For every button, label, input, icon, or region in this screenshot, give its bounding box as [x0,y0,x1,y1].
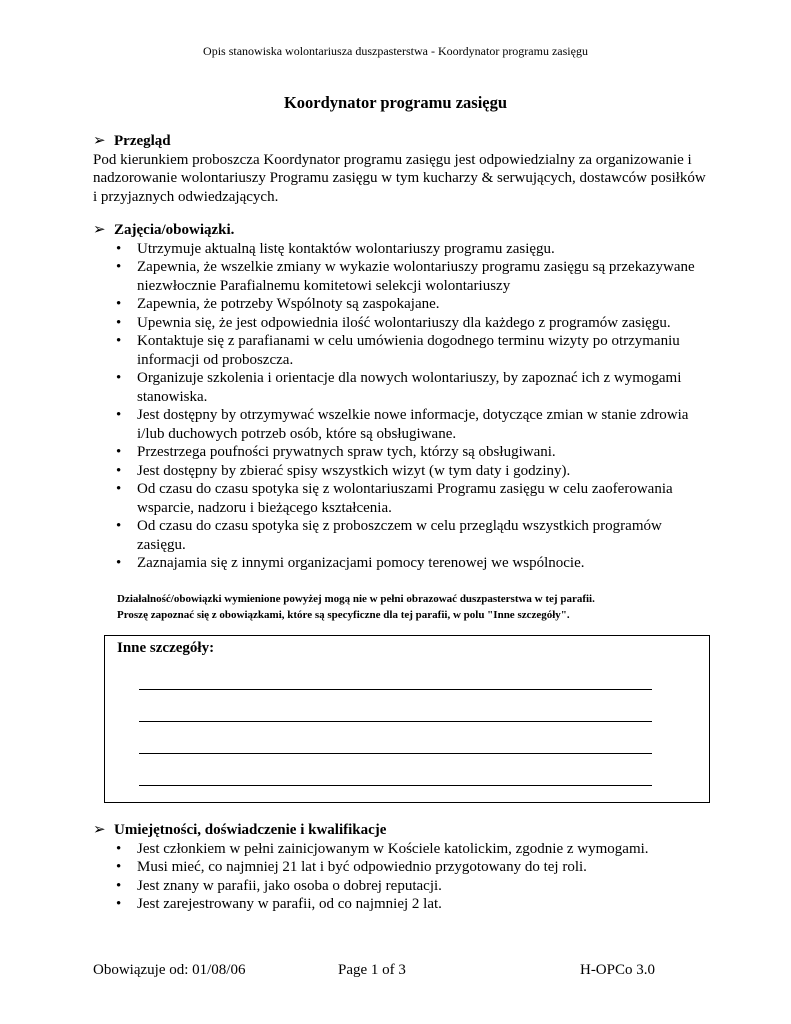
bullet-icon: • [116,370,122,386]
list-item [116,332,713,369]
list-item [116,369,713,406]
list-item [116,406,713,443]
overview-heading-label: Przegląd [114,133,171,149]
overview-heading [93,132,713,151]
list-item [116,443,713,462]
duties-heading-label: Zajęcia/obowiązki. [114,222,235,238]
list-item [116,314,713,333]
list-item [116,895,713,914]
list-item-text: Zapewnia, że wszelkie zmiany w wykazie wolontariuszy programu zasięgu są przekazywane niezwłocznie Parafialnemu komitetowi selekcji wolontariuszy [137,259,695,294]
skills-heading [93,821,713,840]
overview-section [93,132,713,206]
duties-section [93,221,713,573]
bullet-icon: • [116,444,122,460]
arrow-bullet-icon: ➢ [93,222,106,238]
duties-list [93,240,713,573]
list-item [116,258,713,295]
list-item [116,517,713,554]
list-item-text: Od czasu do czasu spotyka się z proboszczem w celu przeglądu wszystkich programów zasięgu. [137,518,662,553]
bullet-icon: • [116,462,122,479]
list-item-text: Zaznajamia się z innymi organizacjami pomocy terenowej we wspólnocie. [137,555,585,571]
fill-in-line[interactable] [139,721,652,722]
bullet-icon: • [116,896,122,912]
skills-heading-label: Umiejętności, doświadczenie i kwalifikacje [114,822,387,838]
list-item [116,877,713,896]
bullet-icon: • [116,481,122,497]
bullet-icon: • [116,840,122,857]
duties-heading [93,221,713,240]
skills-list [93,840,713,914]
bullet-icon: • [116,407,122,423]
arrow-bullet-icon: ➢ [93,822,106,838]
list-item-text: Jest zarejestrowany w parafii, od co najmniej 2 lat. [137,896,442,912]
bullet-icon: • [116,259,122,275]
fill-in-line[interactable] [139,689,652,690]
bullet-icon: • [116,555,122,571]
list-item [116,295,713,314]
scope-note [117,591,717,623]
list-item-text: Jest znany w parafii, jako osoba o dobrej reputacji. [137,877,442,894]
list-item-text: Od czasu do czasu spotyka się z wolontariuszami Programu zasięgu w celu zaoferowania wsparcie, nadzoru i bieżącego kształcenia. [137,481,673,516]
list-item [116,480,713,517]
list-item [116,240,713,259]
list-item [116,840,713,859]
list-item [116,858,713,877]
fill-in-line[interactable] [139,753,652,754]
document-title: Koordynator programu zasięgu [283,93,508,112]
other-details-box [104,635,710,803]
page-number: Page 1 of 3 [338,962,406,978]
list-item-text: Musi mieć, co najmniej 21 lat i być odpowiednio przygotowany do tej roli. [137,859,587,875]
list-item [116,554,713,573]
bullet-icon: • [116,296,122,312]
list-item [116,462,713,481]
fill-in-line[interactable] [139,785,652,786]
bullet-icon: • [116,859,122,875]
list-item-text: Przestrzega poufności prywatnych spraw tych, którzy są obsługiwani. [137,444,556,460]
other-details-title: Inne szczegóły: [117,640,215,656]
list-item-text: Kontaktuje się z parafianami w celu umówienia dogodnego terminu wizyty po otrzymaniu informacji od proboszcza. [137,333,680,368]
scope-note-line-1: Działalność/obowiązki wymienione powyżej mogą nie w pełni obrazować duszpasterstwa w tej parafii. [117,593,595,605]
overview-text: Pod kierunkiem proboszcza Koordynator programu zasięgu jest odpowiedzialny za organizowanie i nadzorowanie wolontariuszy Programu zasięgu w tym kucharzy & serwujących, dostawców posiłków i przyjaznych odwiedzających. [93,151,706,205]
bullet-icon: • [116,333,122,349]
document-code: H-OPCo 3.0 [579,962,655,978]
skills-section [93,821,713,914]
list-item-text: Jest dostępny by zbierać spisy wszystkich wizyt (w tym daty i godziny). [137,462,571,479]
bullet-icon: • [116,314,122,331]
bullet-icon: • [116,240,122,257]
list-item-text: Upewnia się, że jest odpowiednia ilość wolontariuszy dla każdego z programów zasięgu. [137,314,671,331]
page-header: Opis stanowiska wolontariusza duszpasterstwa - Koordynator programu zasięgu [203,44,588,58]
bullet-icon: • [116,518,122,534]
arrow-bullet-icon: ➢ [93,133,106,149]
bullet-icon: • [116,877,122,894]
scope-note-line-2: Proszę zapoznać się z obowiązkami, które są specyficzne dla tej parafii, w polu "Inne szczegóły". [117,609,570,621]
list-item-text: Utrzymuje aktualną listę kontaktów wolontariuszy programu zasięgu. [137,240,555,257]
list-item-text: Organizuje szkolenia i orientacje dla nowych wolontariuszy, by zapoznać ich z wymogami stanowiska. [137,370,682,405]
list-item-text: Jest dostępny by otrzymywać wszelkie nowe informacje, dotyczące zmian w stanie zdrowia i/lub duchowych potrzeb osób, które są obsługiwane. [137,407,689,442]
effective-date: Obowiązuje od: 01/08/06 [93,962,246,978]
list-item-text: Jest członkiem w pełni zainicjowanym w Kościele katolickim, zgodnie z wymogami. [137,840,649,857]
list-item-text: Zapewnia, że potrzeby Wspólnoty są zaspokajane. [137,296,440,312]
